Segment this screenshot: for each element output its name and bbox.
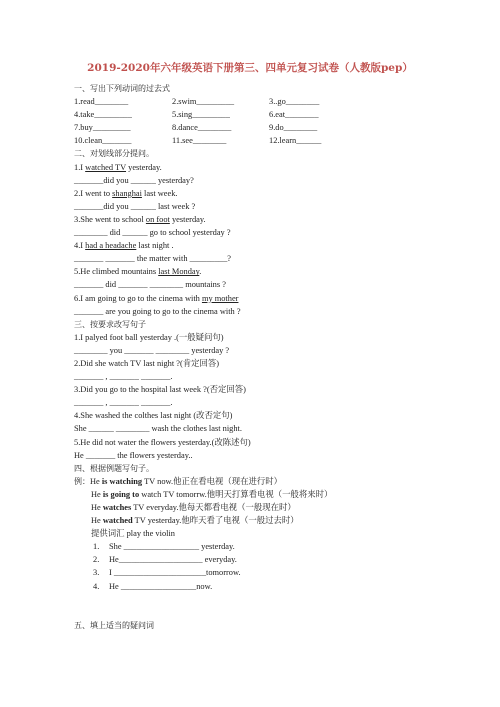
verb-item: 1.read________: [74, 97, 129, 107]
example-text: He: [91, 489, 103, 499]
rewrite-line: He _______ the flowers yesterday..: [74, 450, 193, 460]
verb-item: 10.clean_______: [74, 136, 132, 146]
answer-line: _______did you ______ last week ?: [74, 201, 196, 211]
verb-item: 8.dance________: [172, 123, 232, 133]
example-line: [74, 488, 470, 501]
example-verb: watches: [102, 503, 132, 512]
exercise-line: [74, 540, 470, 553]
example-line: [74, 475, 470, 488]
answer-line: _______ did _______ ________ mountains ?: [74, 280, 226, 290]
item-text: She __________________ yesterday.: [109, 542, 235, 552]
rewrite-line: 1.I palyed foot ball yesterday .(一般疑问句): [74, 332, 224, 342]
question-line: [74, 161, 470, 174]
vocab-hint: 提供词汇 play the violin: [91, 529, 175, 539]
exercise-line: [74, 580, 470, 593]
item-text: He __________________now.: [109, 581, 213, 591]
example-text: TV yesterday.他昨天看了电视（一般过去时）: [132, 516, 299, 526]
answer-line: ________ did ______ go to school yesterday ?: [74, 228, 231, 238]
verb-item: 7.buy_________: [74, 123, 131, 133]
item-text: I ______________________tomorrow.: [109, 568, 241, 578]
example-text: TV now.他正在看电视（现在进行时）: [142, 476, 283, 486]
exercise-line: [74, 553, 470, 566]
underlined-part: last Monday: [158, 267, 200, 277]
question-line: [74, 292, 470, 305]
question-line: [74, 265, 470, 278]
section-1-heading: 一、写出下列动词的过去式: [74, 84, 170, 93]
example-text: He: [91, 503, 103, 512]
rewrite-line: 4.She washed the colthes last night (改否定句): [74, 411, 233, 421]
exercise-line: [74, 566, 470, 579]
question-line: [74, 187, 470, 200]
verb-item: 11.see________: [172, 136, 227, 146]
verb-row: [74, 121, 470, 134]
underlined-part: shanghai: [112, 188, 142, 198]
q-text: 5.He climbed mountains: [74, 267, 159, 277]
q-text: .: [199, 267, 202, 277]
item-number: 4.: [93, 581, 100, 591]
underlined-part: my mother: [201, 293, 239, 303]
underlined-part: had a headache: [85, 241, 137, 251]
item-number: 2.: [93, 555, 100, 565]
example-verb: is watching: [101, 476, 143, 486]
verb-item: 12.learn______: [269, 136, 322, 146]
rewrite-line: _______ , _______ _______.: [74, 372, 173, 382]
document-title: 2019-2020年六年级英语下册第三、四单元复习试卷（人教版pep）: [87, 62, 413, 74]
underlined-part: watched TV: [85, 162, 127, 172]
answer-line: _______ _______ the matter with _________?: [74, 254, 232, 264]
verb-item: 3..go________: [269, 97, 320, 107]
worksheet-body: [74, 82, 470, 632]
verb-row: [74, 108, 470, 121]
verb-row: [74, 134, 470, 147]
section-5-heading: 五、填上适当的疑问词: [74, 620, 154, 630]
verb-item: 4.take_________: [74, 110, 132, 120]
verb-item: 6.eat________: [269, 110, 319, 120]
example-verb: is going to: [102, 489, 140, 499]
verb-item: 5.sing_________: [172, 110, 230, 120]
verb-item: 2.swim_________: [172, 97, 235, 107]
example-text: He: [90, 476, 102, 486]
rewrite-line: _______ , _______ _______.: [74, 398, 173, 408]
example-verb: watched: [102, 516, 133, 526]
rewrite-line: 5.He did not water the flowers yesterday.(改陈述句): [74, 437, 251, 447]
q-text: last week.: [141, 188, 178, 198]
question-line: [74, 239, 470, 252]
underlined-part: on foot: [145, 214, 170, 224]
item-number: 3.: [93, 568, 100, 578]
q-text: yesterday.: [126, 162, 162, 172]
example-line: [74, 514, 470, 527]
question-line: [74, 213, 470, 226]
section-4-heading: 四、根据例题写句子。: [74, 463, 154, 473]
q-text: 3.She went to school: [74, 214, 146, 224]
answer-line: _______ are you going to go to the cinema with ?: [74, 306, 241, 316]
section-3-heading: 三、按要求改写句子: [74, 319, 146, 329]
rewrite-line: 3.Did you go to the hospital last week ?(否定回答): [74, 385, 246, 395]
verb-row: [74, 95, 470, 108]
q-text: 4.I: [74, 241, 86, 251]
example-text: watch TV tomorrw.他明天打算看电视（一般将来时）: [139, 489, 333, 499]
verb-item: 9.do________: [269, 123, 318, 133]
q-text: last night .: [136, 241, 174, 251]
answer-line: _______did you ______ yesterday?: [74, 175, 194, 185]
section-2-heading: 二、对划线部分提问。: [74, 149, 154, 159]
rewrite-line: ________ you _______ ________ yesterday ?: [74, 345, 230, 355]
example-text: He: [91, 516, 103, 526]
item-number: 1.: [93, 542, 100, 552]
q-text: 1.I: [74, 162, 86, 172]
example-label: 例：: [74, 476, 90, 486]
rewrite-line: 2.Did she watch TV last night ?(肯定回答): [74, 358, 220, 368]
q-text: 6.I am going to go to the cinema with: [74, 293, 202, 303]
item-text: He____________________ everyday.: [109, 555, 237, 565]
q-text: 2.I went to: [74, 188, 113, 198]
rewrite-line: She ______ ________ wash the clothes last night.: [74, 424, 242, 434]
q-text: yesterday.: [169, 214, 206, 224]
example-line: [74, 501, 470, 514]
example-text: TV everyday.他每天都看电视（一般现在时）: [131, 503, 296, 512]
